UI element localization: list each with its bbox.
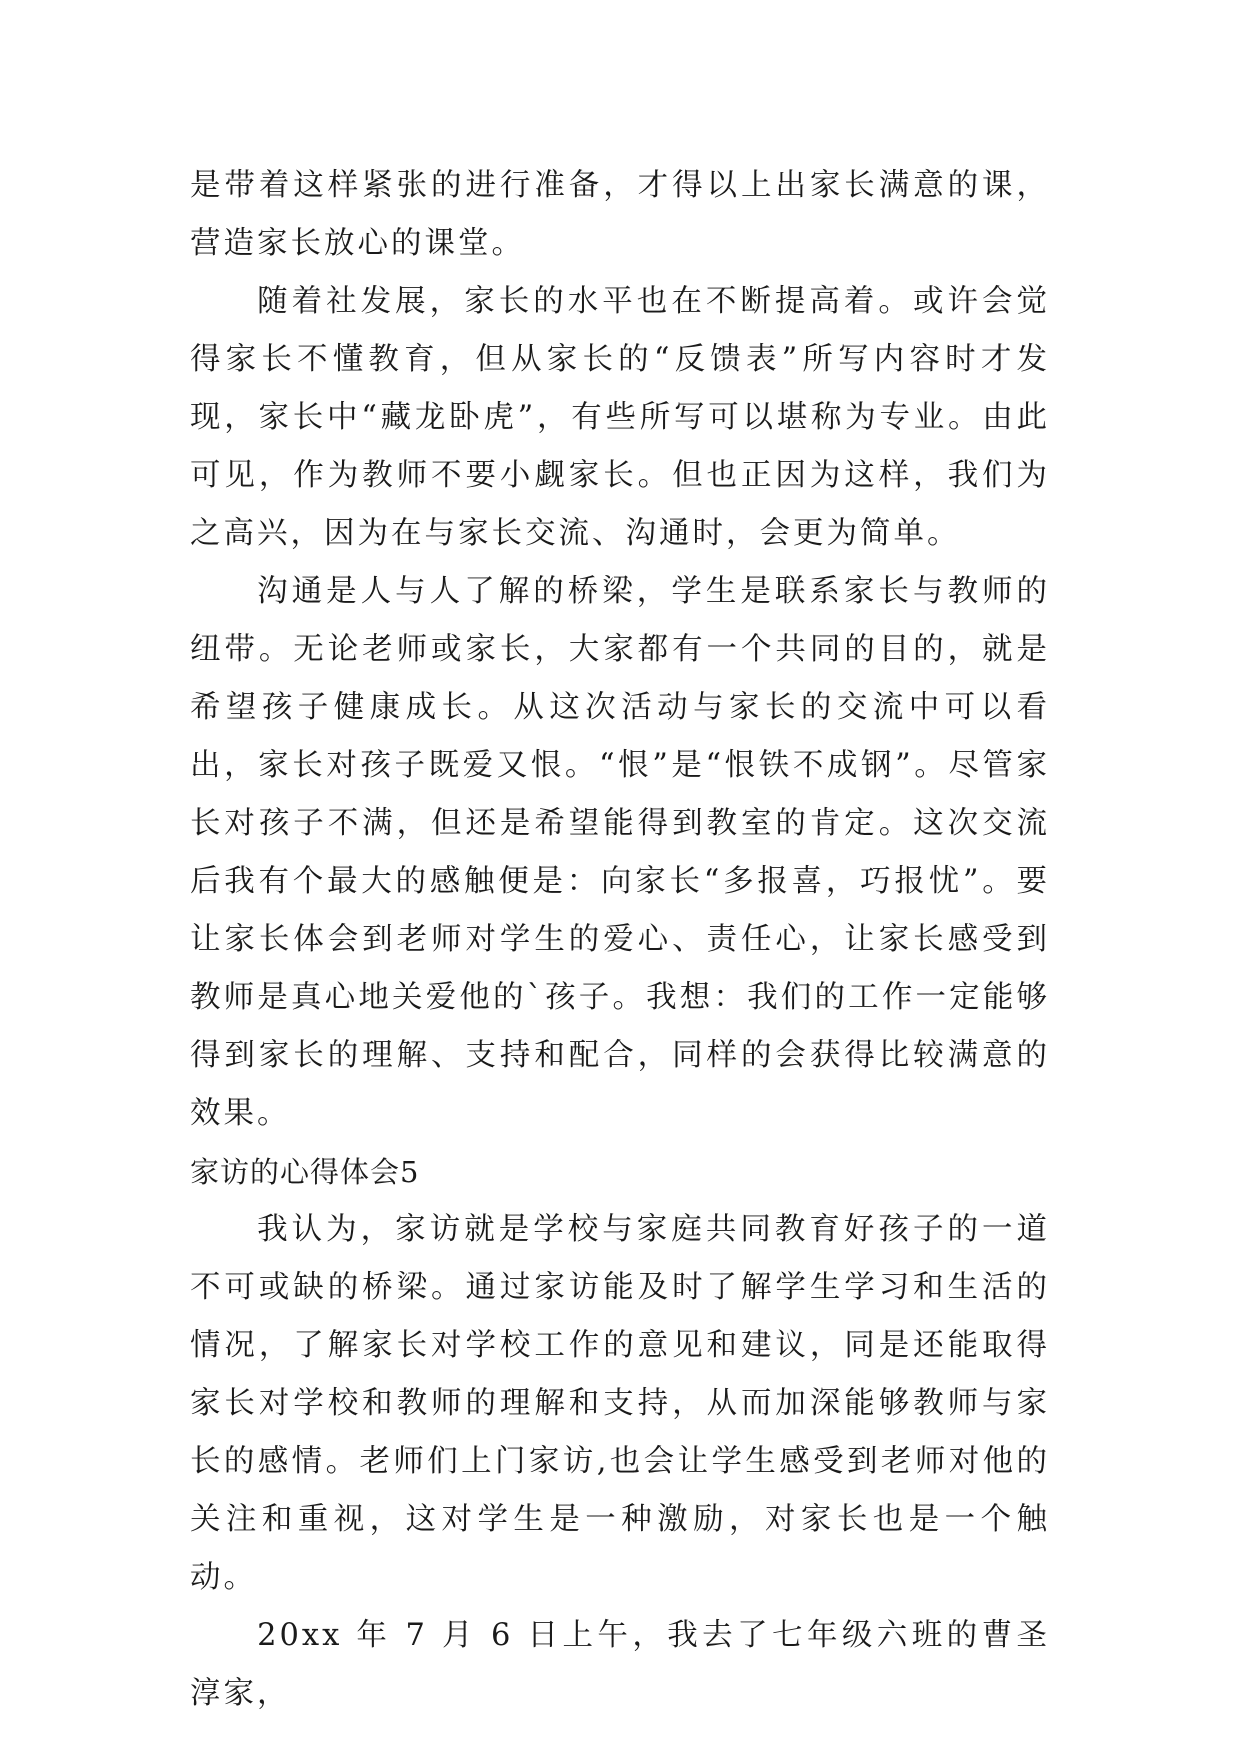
paragraph-parent-level: 随着社发展，家长的水平也在不断提高着。或许会觉得家长不懂教育，但从家长的“反馈表”所写内容时才发现，家长中“藏龙卧虎”，有些所写可以堪称为专业。由此可见，作为教师不要小觑家长。但也正因为这样，我们为之高兴，因为在与家长交流、沟通时，会更为简单。 — [190, 284, 1050, 551]
document-body — [190, 157, 1050, 1723]
paragraph-home-visit: 我认为，家访就是学校与家庭共同教育好孩子的一道不可或缺的桥梁。通过家访能及时了解学生学习和生活的情况，了解家长对学校工作的意见和建议，同是还能取得家长对学校和教师的理解和支持，从而加深能够教师与家长的感情。老师们上门家访,也会让学生感受到老师对他的关注和重视，这对学生是一种激励，对家长也是一个触动。 — [190, 1212, 1050, 1595]
paragraph-visit-date: 20xx 年 7 月 6 日上午，我去了七年级六班的曹圣淳家， — [190, 1618, 1050, 1711]
paragraph-communication: 沟通是人与人了解的桥梁，学生是联系家长与教师的纽带。无论老师或家长，大家都有一个共同的目的，就是希望孩子健康成长。从这次活动与家长的交流中可以看出，家长对孩子既爱又恨。“恨”是“恨铁不成钢”。尽管家长对孩子不满，但还是希望能得到教室的肯定。这次交流后我有个最大的感触便是：向家长“多报喜，巧报忧”。要让家长体会到老师对学生的爱心、责任心，让家长感受到教师是真心地关爱他的`孩子。我想：我们的工作一定能够得到家长的理解、支持和配合，同样的会获得比较满意的效果。 — [190, 574, 1050, 1131]
paragraph-continuation: 是带着这样紧张的进行准备，才得以上出家长满意的课，营造家长放心的课堂。 — [190, 168, 1050, 261]
section-heading: 家访的心得体会5 — [190, 1155, 420, 1189]
